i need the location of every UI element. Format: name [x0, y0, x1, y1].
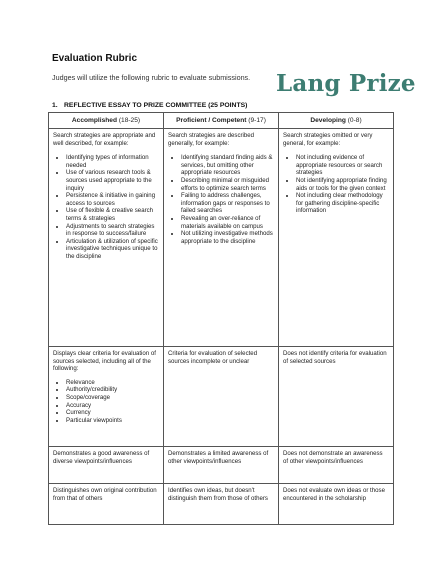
column-range: (9-17): [248, 116, 266, 124]
rubric-table: [48, 112, 394, 525]
page-title: Evaluation Rubric: [52, 53, 138, 64]
criteria-list: [283, 154, 389, 215]
rubric-cell: [49, 447, 164, 484]
cell-text: Search strategies are appropriate and well described, for example:: [53, 132, 156, 147]
list-item: • Not including evidence of appropriate resources or search strategies: [296, 154, 389, 177]
column-name: Developing: [310, 116, 346, 124]
rubric-cell: [164, 347, 279, 447]
list-item: • Relevance: [66, 379, 159, 387]
section-title: REFLECTIVE ESSAY TO PRIZE COMMITTEE (25 POINTS): [64, 102, 248, 109]
list-item: • Identifying standard finding aids & services, but omitting other appropriate resources: [181, 154, 274, 177]
list-item: • Currency: [66, 409, 159, 417]
list-item: • Revealing an over-reliance of materials available on campus: [181, 215, 274, 230]
rubric-cell: [279, 129, 394, 347]
cell-text: Criteria for evaluation of selected sources incomplete or unclear: [168, 350, 258, 365]
rubric-cell: [49, 129, 164, 347]
column-name: Proficient / Competent: [176, 116, 247, 124]
criteria-list: [168, 154, 274, 245]
column-header-developing: [279, 113, 394, 129]
list-item: • Accuracy: [66, 402, 159, 410]
rubric-row-evaluation-criteria: [49, 347, 394, 447]
column-range: (18-25): [118, 116, 141, 124]
list-item: • Scope/coverage: [66, 394, 159, 402]
rubric-cell: [164, 129, 279, 347]
rubric-cell: [49, 347, 164, 447]
cell-text: Does not demonstrate an awareness of other viewpoints/influences: [283, 450, 383, 465]
brand-logo: Lang Prize: [276, 70, 416, 97]
list-item: • Particular viewpoints: [66, 417, 159, 425]
list-item: • Articulation & utilization of specific investigative techniques unique to the discipline: [66, 238, 159, 261]
rubric-cell: [279, 447, 394, 484]
column-range: (0-8): [347, 116, 362, 124]
cell-text: Demonstrates a good awareness of diverse viewpoints/influences: [53, 450, 150, 465]
list-item: • Failing to address challenges, information gaps or responses to failed searches: [181, 192, 274, 215]
list-item: • Use of flexible & creative search terms & strategies: [66, 207, 159, 222]
rubric-cell: [164, 447, 279, 484]
list-item: • Use of various research tools & sources used appropriate to the inquiry: [66, 169, 159, 192]
list-item: • Persistence & initiative in gaining access to sources: [66, 192, 159, 207]
section-heading: [52, 102, 247, 109]
list-item: • Authority/credibility: [66, 386, 159, 394]
section-number: 1.: [52, 102, 58, 109]
cell-text: Search strategies are described generally, for example:: [168, 132, 255, 147]
column-header-accomplished: [49, 113, 164, 129]
column-name: Accomplished: [71, 116, 117, 124]
criteria-list: [53, 379, 159, 425]
rubric-cell: [164, 484, 279, 525]
list-item: • Not identifying appropriate finding aids or tools for the given context: [296, 177, 389, 192]
cell-text: Displays clear criteria for evaluation of sources selected, including all of the following:: [53, 350, 156, 373]
rubric-row-viewpoints: [49, 447, 394, 484]
rubric-cell: [49, 484, 164, 525]
list-item: • Describing minimal or misguided efforts to optimize search terms: [181, 177, 274, 192]
column-header-proficient: [164, 113, 279, 129]
rubric-header-row: [49, 113, 394, 129]
cell-text: Distinguishes own original contribution from that of others: [53, 487, 157, 502]
criteria-list: [53, 154, 159, 260]
page-subtitle: Judges will utilize the following rubric to evaluate submissions.: [52, 73, 251, 82]
list-item: • Not utilizing investigative methods appropriate to the discipline: [181, 230, 274, 245]
cell-text: Identifies own ideas, but doesn't distinguish them from those of others: [168, 487, 268, 502]
cell-text: Demonstrates a limited awareness of other viewpoints/influences: [168, 450, 269, 465]
rubric-row-original-contribution: [49, 484, 394, 525]
cell-text: Search strategies omitted or very general, for example:: [283, 132, 373, 147]
cell-text: Does not evaluate own ideas or those encountered in the scholarship: [283, 487, 385, 502]
list-item: • Adjustments to search strategies in response to success/failure: [66, 223, 159, 238]
cell-text: Does not identify criteria for evaluation of selected sources: [283, 350, 387, 365]
list-item: • Identifying types of information needed: [66, 154, 159, 169]
rubric-cell: [279, 347, 394, 447]
list-item: • Not including clear methodology for gathering discipline-specific information: [296, 192, 389, 215]
rubric-cell: [279, 484, 394, 525]
rubric-row-search-strategies: [49, 129, 394, 347]
